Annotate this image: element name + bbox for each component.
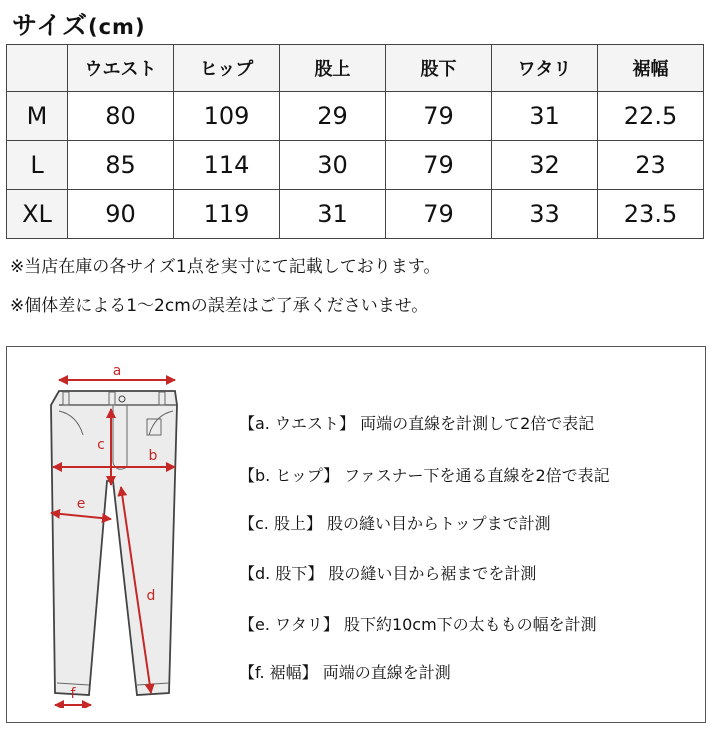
table-cell: 79 (386, 141, 492, 190)
table-cell: 32 (492, 141, 598, 190)
header-inseam: 股下 (386, 45, 492, 92)
table-header-row (7, 45, 704, 92)
header-thigh: ワタリ (492, 45, 598, 92)
measure-label-a: a (112, 363, 122, 379)
measure-label-e: e (76, 496, 86, 512)
table-cell: 22.5 (598, 92, 704, 141)
table-cell: 79 (386, 190, 492, 239)
table-cell: 23.5 (598, 190, 704, 239)
table-cell: 31 (280, 190, 386, 239)
measure-label-d: d (146, 588, 156, 604)
size-label: M (7, 92, 68, 141)
legend-waist: 【a. ウエスト】 両端の直線を計測して2倍で表記 (239, 414, 595, 433)
pants-diagram (47, 363, 197, 708)
header-rise: 股上 (280, 45, 386, 92)
table-cell: 109 (174, 92, 280, 141)
table-row (7, 141, 704, 190)
measure-label-c: c (97, 437, 105, 453)
header-corner (7, 45, 68, 92)
table-cell: 90 (68, 190, 174, 239)
title-unit: (cm) (88, 15, 146, 39)
measure-label-f: f (70, 686, 76, 702)
table-cell: 114 (174, 141, 280, 190)
title-main: サイズ (12, 11, 89, 40)
legend-hip: 【b. ヒップ】 ファスナー下を通る直線を2倍で表記 (239, 466, 610, 485)
legend-inseam: 【d. 股下】 股の縫い目から裾までを計測 (239, 564, 537, 583)
note-measurement: ※当店在庫の各サイズ1点を実寸にて記載しております。 (10, 257, 441, 277)
measure-label-b: b (148, 448, 158, 464)
header-hem: 裾幅 (598, 45, 704, 92)
header-waist: ウエスト (68, 45, 174, 92)
table-cell: 80 (68, 92, 174, 141)
note-tolerance: ※個体差による1〜2cmの誤差はご了承くださいませ。 (10, 296, 429, 316)
table-cell: 119 (174, 190, 280, 239)
size-label: XL (7, 190, 68, 239)
measurement-guide (6, 346, 706, 723)
legend-thigh: 【e. ワタリ】 股下約10cm下の太ももの幅を計測 (239, 615, 597, 634)
table-row (7, 190, 704, 239)
pants-outline-icon (51, 391, 177, 695)
legend-hem: 【f. 裾幅】 両端の直線を計測 (239, 663, 451, 682)
table-cell: 30 (280, 141, 386, 190)
table-cell: 79 (386, 92, 492, 141)
size-label: L (7, 141, 68, 190)
table-row (7, 92, 704, 141)
table-cell: 85 (68, 141, 174, 190)
page-title (12, 6, 146, 42)
size-table (6, 44, 704, 239)
legend-rise: 【c. 股上】 股の縫い目からトップまで計測 (239, 514, 551, 533)
table-cell: 33 (492, 190, 598, 239)
table-cell: 31 (492, 92, 598, 141)
header-hip: ヒップ (174, 45, 280, 92)
table-cell: 23 (598, 141, 704, 190)
table-cell: 29 (280, 92, 386, 141)
